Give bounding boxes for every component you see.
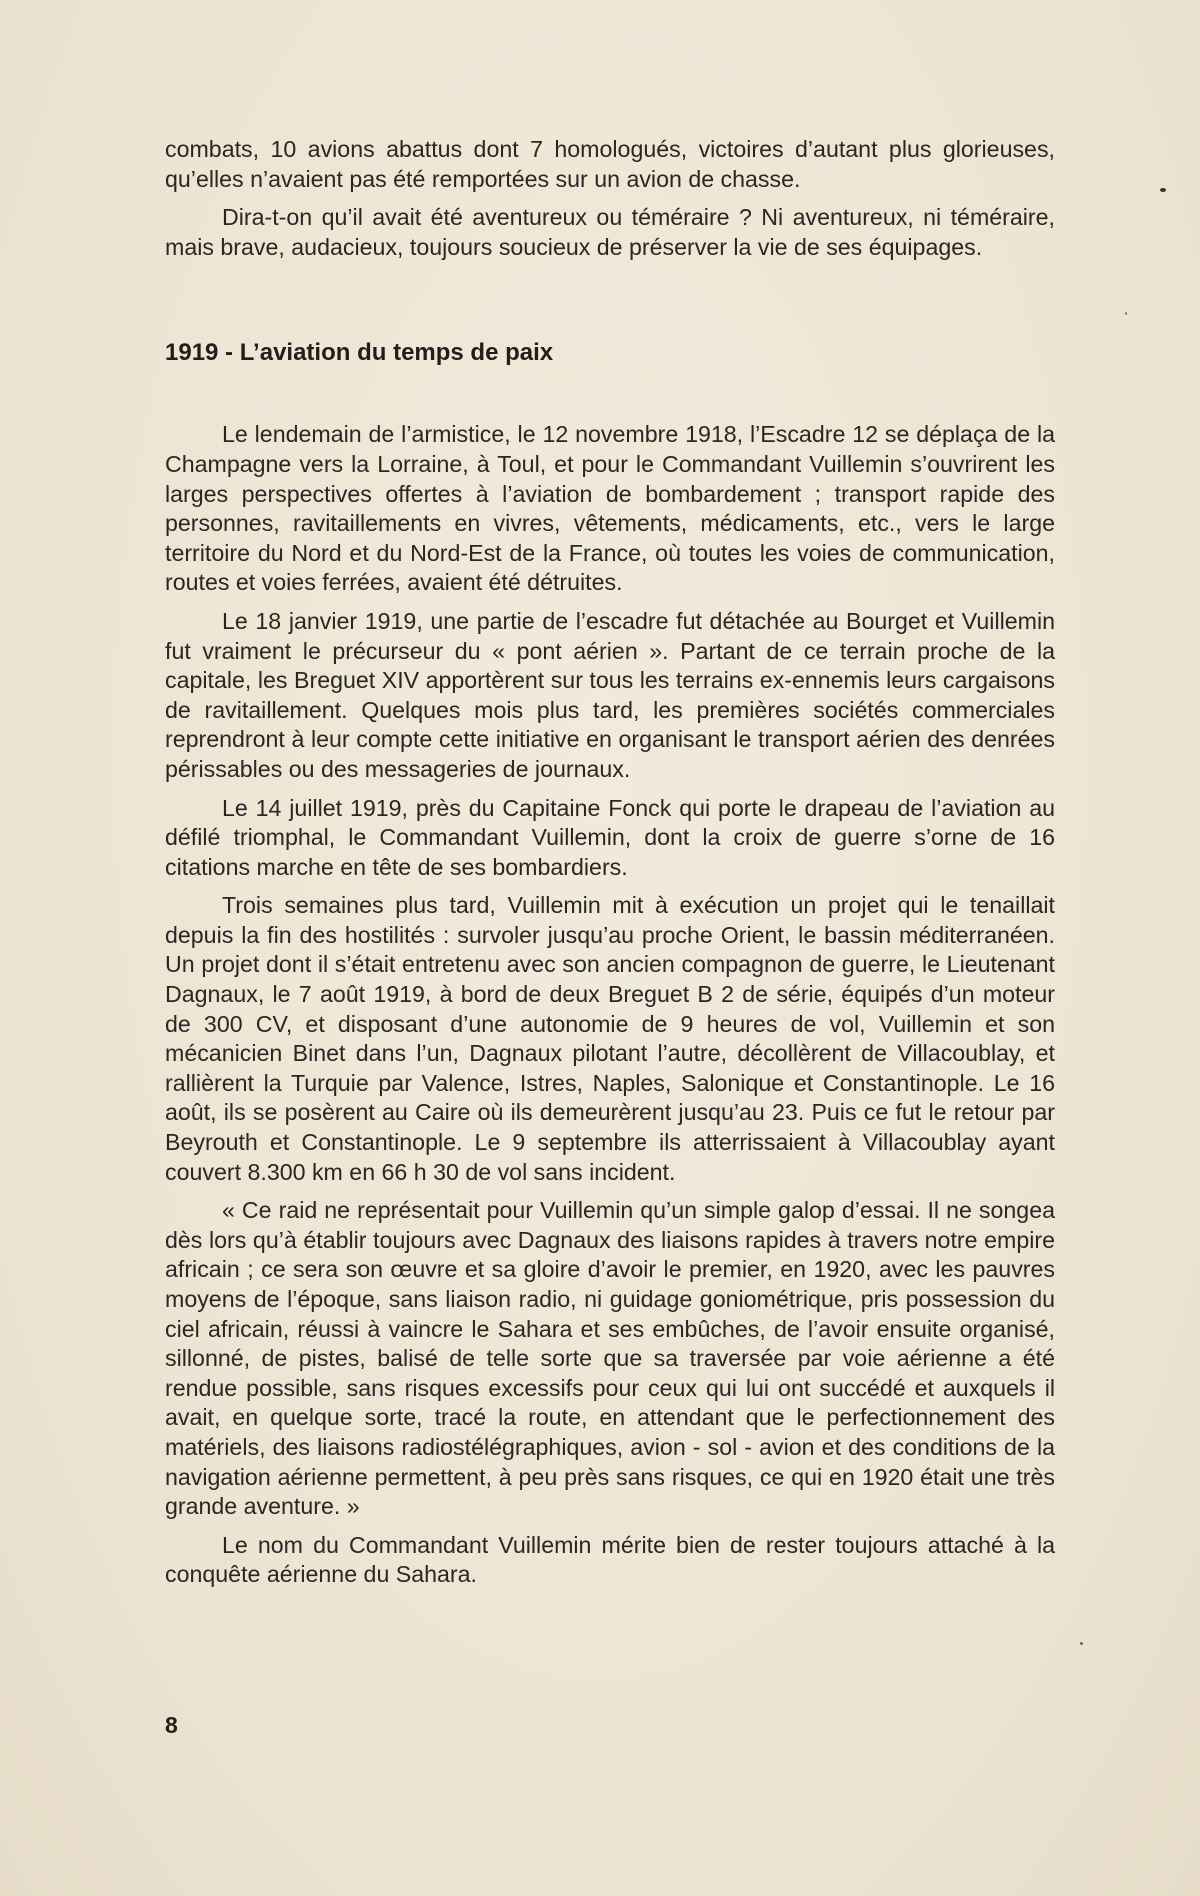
paragraph-raid-orient: Trois semaines plus tard, Vuillemin mit à exécution un projet qui le tenaillait depuis la fin des hostilités : survoler jusqu’au proche Orient, le bassin méditerranéen. Un projet dont il s’était entretenu avec son ancien compagnon de guerre, le Lieutenant Dagnaux, le 7 août 1919, à bord de deux Breguet B 2 de série, équipés d’un moteur de 300 CV, et disposant d’une autonomie de 9 heures de vol, Vuillemin et son mécanicien Binet dans l’un, Dagnaux pilotant l’autre, décollèrent de Villacoublay, et rallièrent la Turquie par Valence, Istres, Naples, Salonique et Constantinople. Le 16 août, ils se posèrent au Caire où ils demeurèrent jusqu’au 23. Puis ce fut le retour par Beyrouth et Constantinople. Le 9 septembre ils atterrissaient à Villacoublay ayant couvert 8.300 km en 66 h 30 de vol sans incident.: [165, 892, 1055, 1185]
paragraph-quote-sahara: « Ce raid ne représentait pour Vuillemin qu’un simple galop d’essai. Il ne songea dès lors qu’à établir toujours avec Dagnaux des liaisons rapides à travers notre empire africain ; ce sera son œuvre et sa gloire d’avoir le premier, en 1920, avec les pauvres moyens de l’époque, sans liaison radio, ni guidage goniométrique, pris possession du ciel africain, réussi à vaincre le Sahara et ses embûches, de l’avoir ensuite organisé, sillonné, de pistes, balisé de telle sorte que sa traversée par voie aérienne a été rendue possible, sans risques excessifs pour ceux qui lui ont succédé et auxquels il avait, en quelque sorte, tracé la route, en attendant que le perfectionnement des matériels, des liaisons radiostélégraphiques, avion - sol - avion et des conditions de la navigation aérienne permettent, à peu près sans risques, ce qui en 1920 était une très grande aventure. »: [165, 1197, 1055, 1520]
paragraph-14-juillet: Le 14 juillet 1919, près du Capitaine Fonck qui porte le drapeau de l’aviation au défilé triomphal, le Commandant Vuillemin, dont la croix de guerre s’orne de 16 citations marche en tête de ses bombardiers.: [165, 794, 1055, 880]
paper-speck: [1160, 188, 1166, 192]
text-column: [165, 135, 1055, 1590]
paper-speck: [1080, 1642, 1083, 1645]
paper-speck: [1125, 312, 1127, 315]
paragraph-combats: combats, 10 avions abattus dont 7 homologués, victoires d’autant plus glorieuses, qu’elles n’avaient pas été remportées sur un avion de chasse.: [165, 136, 1055, 192]
paragraph-conclusion: Le nom du Commandant Vuillemin mérite bien de rester toujours attaché à la conquête aérienne du Sahara.: [165, 1531, 1055, 1588]
paragraph-dira-t-on: Dira-t-on qu’il avait été aventureux ou téméraire ? Ni aventureux, ni téméraire, mais brave, audacieux, toujours soucieux de préserver la vie de ses équipages.: [165, 204, 1055, 260]
section-heading: 1919 - L’aviation du temps de paix: [165, 339, 554, 367]
paragraph-armistice: Le lendemain de l’armistice, le 12 novembre 1918, l’Escadre 12 se déplaça de la Champagne vers la Lorraine, à Toul, et pour le Commandant Vuillemin s’ouvrirent les larges perspectives offertes à l’aviation de bombardement ; transport rapide des personnes, ravitaillements en vivres, vêtements, médicaments, etc., vers le large territoire du Nord et du Nord-Est de la France, où toutes les voies de communication, routes et voies ferrées, avaient été détruites.: [165, 421, 1055, 596]
page-number: 8: [165, 1712, 178, 1738]
paragraph-pont-aerien: Le 18 janvier 1919, une partie de l’escadre fut détachée au Bourget et Vuillemin fut vraiment le précurseur du « pont aérien ». Partant de ce terrain proche de la capitale, les Breguet XIV apportèrent sur tous les terrains ex-ennemis leurs cargaisons de ravitaillement. Quelques mois plus tard, les premières sociétés commerciales reprendront à leur compte cette initiative en organisant le transport aérien des denrées périssables ou des messageries de journaux.: [165, 607, 1055, 782]
